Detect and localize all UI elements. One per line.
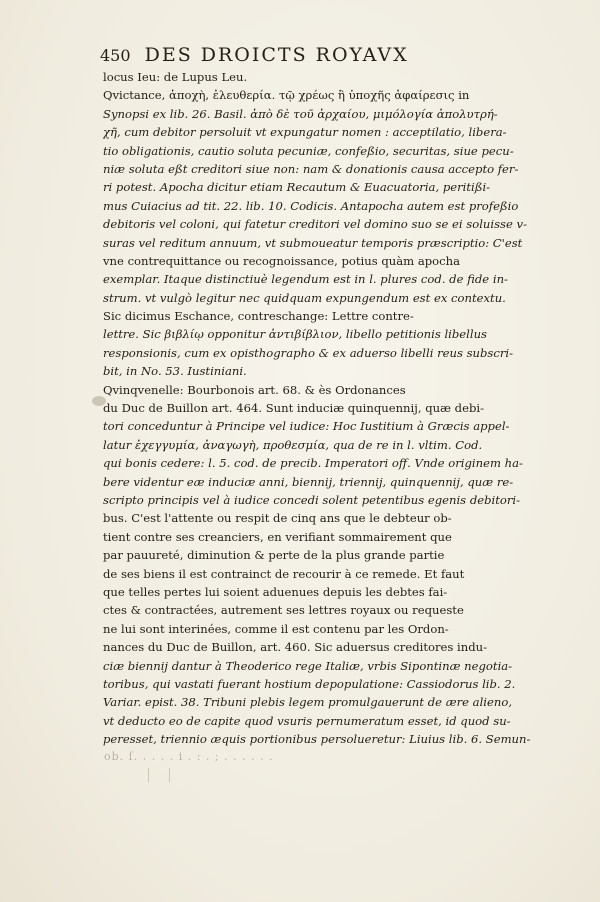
running-header — [100, 44, 540, 68]
text-line: latur ἐχεγγυμία, ἀναγωγὴ, προθεσμία, qua de re in l. vltim. Cod. — [103, 437, 483, 452]
text-line: bus. C'est l'attente ou respit de cinq ans que le debteur ob- — [103, 511, 452, 526]
text-line: scripto principis vel à iudice concedi solent petentibus egenis debitori- — [103, 492, 521, 507]
text-line: bere videntur eæ induciæ anni, biennij, triennij, quinquennij, quæ re- — [103, 474, 514, 489]
body-text — [103, 68, 543, 748]
text-line: Variar. epist. 38. Tribuni plebis legem promulgauerunt de ære alieno, — [103, 695, 513, 710]
text-line: strum. vt vulgò legitur nec quidquam expungendum est ex contextu. — [103, 290, 506, 305]
text-line: χῆ, cum debitor persoluit vt expungatur nomen : acceptilatio, libera- — [103, 125, 507, 140]
faded-catchline: ob. ſ. . . . . i . : . ; . . . . . . — [104, 750, 274, 763]
margin-mark — [148, 768, 170, 782]
text-line: suras vel reditum annuum, vt submoueatur temporis præscriptio: C'est — [103, 235, 523, 250]
text-line: que telles pertes lui soient aduenues depuis les debtes fai- — [103, 584, 448, 599]
text-line: Synopsi ex lib. 26. Basil. ἀπὸ δὲ τοῦ ἀρχαίου, μιμόλογία ἀπολυτρή- — [103, 106, 498, 121]
text-line: mus Cuiacius ad tit. 22. lib. 10. Codicis. Antapocha autem est profeßio — [103, 198, 519, 213]
text-line: vt deducto eo de capite quod vsuris pernumeratum esset, id quod su- — [103, 713, 511, 728]
text-line: ne lui sont interinées, comme il est contenu par les Ordon- — [103, 621, 449, 636]
page-number: 450 — [100, 46, 131, 65]
text-line: ri potest. Apocha dicitur etiam Recautum & Euacuatoria, peritißi- — [103, 180, 491, 195]
text-line: ctes & contractées, autrement ses lettres royaux ou requeste — [103, 603, 464, 618]
text-line: vne contrequittance ou recognoissance, potius quàm apocha — [103, 253, 461, 268]
text-line: Qvictance, ἀποχὴ, ἐλευθερία. τῷ χρέως ἢ ὑποχῆς ἀφαίρεσις in — [103, 88, 470, 103]
text-line: lettre. Sic βιβλίῳ opponitur ἀντιβίβλιον, libello petitionis libellus — [103, 327, 488, 342]
text-line: Qvinqvenelle: Bourbonois art. 68. & ès Ordonances — [103, 382, 406, 397]
text-line: toribus, qui vastati fuerant hostium depopulatione: Cassiodorus lib. 2. — [103, 676, 516, 691]
text-line: exemplar. Itaque distinctiuè legendum est in l. plures cod. de fide in- — [103, 272, 508, 287]
text-line: tient contre ses creanciers, en verifiant sommairement que — [103, 529, 452, 544]
text-line: peresset, triennio æquis portionibus persolueretur: Liuius lib. 6. Semun- — [103, 732, 531, 747]
text-line: qui bonis cedere: l. 5. cod. de precib. Imperatori off. Vnde originem ha- — [103, 456, 523, 471]
text-line: bit, in No. 53. Iustiniani. — [103, 364, 247, 379]
text-line: du Duc de Buillon art. 464. Sunt induciæ quinquennij, quæ debi- — [103, 401, 484, 416]
text-line: nances du Duc de Buillon, art. 460. Sic aduersus creditores indu- — [103, 640, 487, 655]
text-line: par pauureté, diminution & perte de la plus grande partie — [103, 548, 445, 563]
text-line: responsionis, cum ex opisthographo & ex aduerso libelli reus subscri- — [103, 345, 514, 360]
text-line: niæ soluta eßt creditori siue non: nam & donationis causa accepto fer- — [103, 161, 519, 176]
text-line: locus Ieu: de Lupus Leu. — [103, 70, 248, 84]
text-line: tori conceduntur à Principe vel iudice: Hoc Iustitium à Græcis appel- — [103, 419, 510, 434]
text-line: de ses biens il est contrainct de recourir à ce remede. Et faut — [103, 566, 465, 581]
running-title: DES DROICTS ROYAVX — [144, 44, 409, 66]
text-line: Sic dicimus Eschance, contreschange: Lettre contre- — [103, 309, 414, 324]
text-line: ciæ biennij dantur à Theoderico rege Italiæ, vrbis Sipontinæ negotia- — [103, 658, 513, 673]
text-line: debitoris vel coloni, qui fatetur creditori vel domino suo se ei soluisse v- — [103, 217, 528, 232]
text-line: tio obligationis, cautio soluta pecuniæ, confeßio, securitas, siue pecu- — [103, 143, 514, 158]
